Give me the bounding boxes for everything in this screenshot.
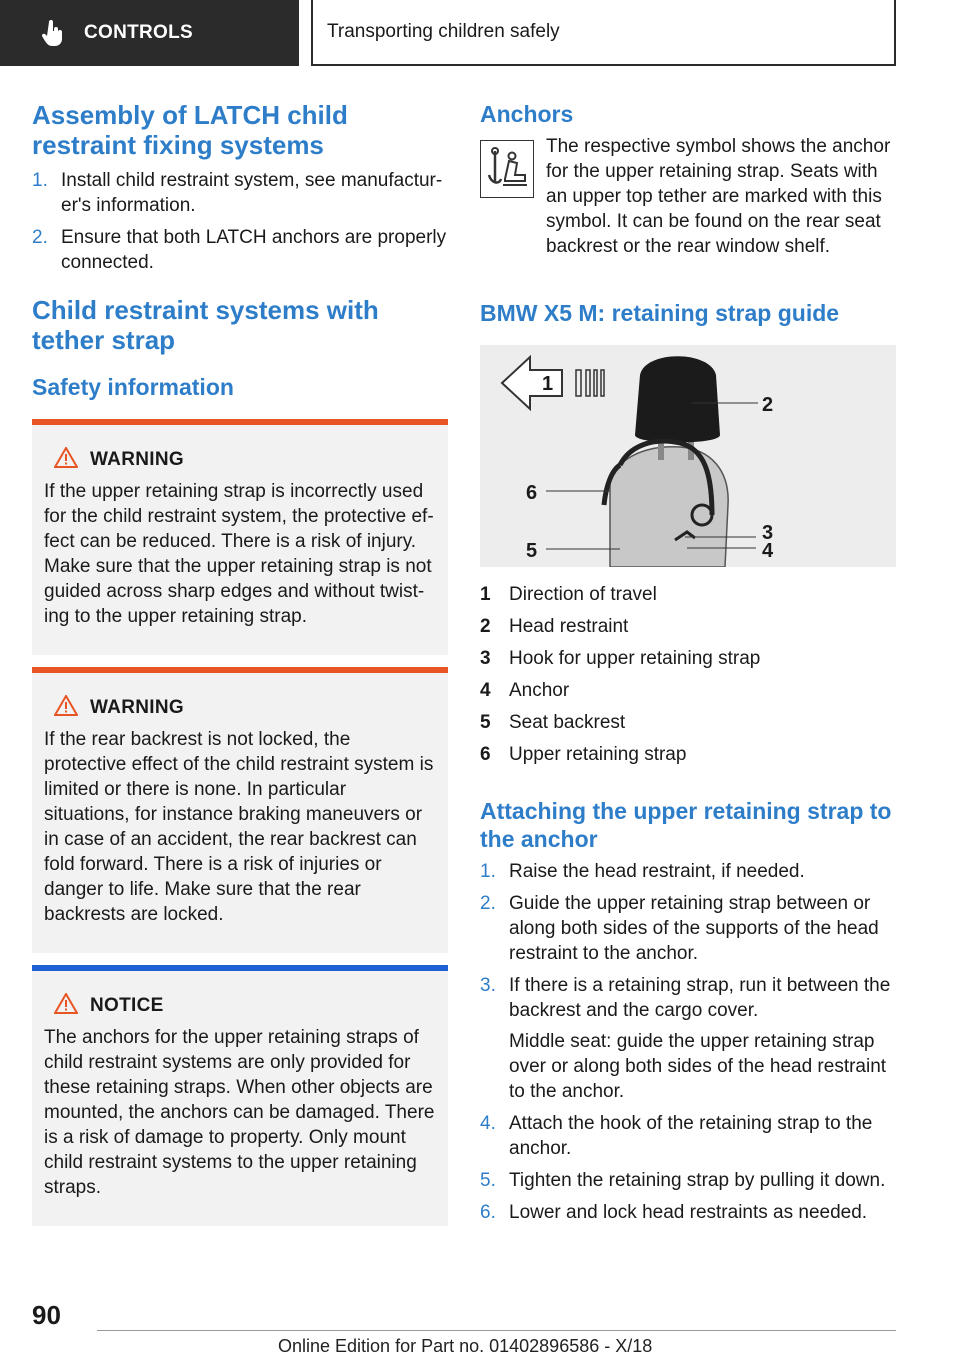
figure-label-6: 6	[526, 482, 538, 504]
list-item: 2. Ensure that both LATCH anchors are properly connected.	[32, 227, 447, 273]
safety-heading: Safety information	[32, 374, 234, 400]
strap-guide-figure	[480, 345, 896, 567]
warning-text: If the rear backrest is not locked, the protective effect of the child restraint system is limited or there is none. In particular situations, for instance braking maneuvers or in case of an accident, the rear backrest can fold forward. There is a risk of injuries or danger to life. Make sure that the rear backrests are locked.	[44, 729, 434, 925]
latch-heading: Assembly of LATCH child restraint fixing systems	[32, 100, 348, 160]
warning-box-1	[32, 419, 448, 655]
list-item: 3. If there is a retaining strap, run it between the backrest and the cargo cover. Middle seat: guide the upper retaining strap over or along both sides of the head restraint to the anchor.	[480, 975, 891, 1102]
list-item: 3 Hook for upper retaining strap	[480, 648, 761, 669]
page-footer	[0, 1290, 960, 1362]
list-item: 2 Head restraint	[480, 616, 629, 637]
warning-triangle-icon	[54, 695, 78, 721]
warning-text: If the upper retaining strap is incorrectly used for the child restraint system, the protective effect can be reduced. There is a risk of injury. Make sure that the upper retaining strap is not guided across sharp edges and without twisting to the upper retaining strap.	[44, 481, 434, 627]
latch-steps	[32, 168, 448, 275]
attach-steps	[480, 859, 896, 1225]
attach-heading: Attaching the upper retaining strap to the anchor	[480, 798, 892, 852]
warning-box-2	[32, 667, 448, 953]
notice-header: NOTICE	[54, 993, 436, 1019]
page-header	[0, 0, 960, 66]
right-column	[480, 100, 896, 1225]
chapter-title: Transporting children safely	[327, 21, 560, 42]
hand-pointer-icon	[40, 20, 66, 46]
figure-label-4: 4	[762, 540, 774, 562]
figure-label-1: 1	[542, 373, 554, 395]
figure-label-2: 2	[762, 394, 774, 416]
list-item: 4. Attach the hook of the retaining strap to the anchor.	[480, 1113, 873, 1159]
page-number: 90	[32, 1300, 61, 1330]
notice-text: The anchors for the upper retaining straps of child restraint systems are only provided for these retaining straps. When other objects are mounted, the anchors can be damaged. There is a risk of damage to property. Only mount child restraint systems to the upper retaining straps.	[44, 1027, 435, 1198]
list-item: 5. Tighten the retaining strap by pulling it down.	[480, 1170, 886, 1191]
list-item: 6. Lower and lock head restraints as needed.	[480, 1202, 868, 1223]
anchor-symbol-icon	[480, 140, 534, 198]
figure-label-3: 3	[762, 522, 774, 544]
guide-heading: BMW X5 M: retaining strap guide	[480, 300, 840, 326]
list-item: 5 Seat backrest	[480, 712, 626, 733]
warning-header: WARNING	[54, 447, 436, 473]
section-tab	[0, 0, 299, 66]
anchors-row	[480, 136, 896, 259]
list-item: 4 Anchor	[480, 680, 570, 701]
footer-divider	[97, 1330, 896, 1331]
list-item: 1. Install child restraint system, see manufacturer's information.	[32, 170, 443, 216]
notice-triangle-icon	[54, 993, 78, 1019]
list-item: 1. Raise the head restraint, if needed.	[480, 861, 805, 882]
figure-legend	[480, 579, 896, 771]
notice-box	[32, 965, 448, 1226]
list-item: 2. Guide the upper retaining strap between or along both sides of the supports of the head restraint to the anchor.	[480, 893, 879, 964]
list-item: 1 Direction of travel	[480, 584, 657, 605]
chapter-title-box	[311, 0, 896, 66]
list-item: 6 Upper retaining strap	[480, 744, 687, 765]
section-label: CONTROLS	[84, 22, 194, 43]
warning-header: WARNING	[54, 695, 436, 721]
figure-label-5: 5	[526, 540, 538, 562]
anchors-text: The respective symbol shows the anchor for the upper retaining strap. Seats with an upper top tether are marked with this symbol. It can be found on the rear seat backrest or the rear window shelf.	[546, 136, 891, 257]
left-column	[32, 100, 448, 1226]
tether-heading: Child restraint systems with tether strap	[32, 295, 379, 355]
warning-triangle-icon	[54, 447, 78, 473]
edition-text: Online Edition for Part no. 01402896586 - X/18	[278, 1336, 653, 1356]
anchors-heading: Anchors	[480, 101, 574, 127]
